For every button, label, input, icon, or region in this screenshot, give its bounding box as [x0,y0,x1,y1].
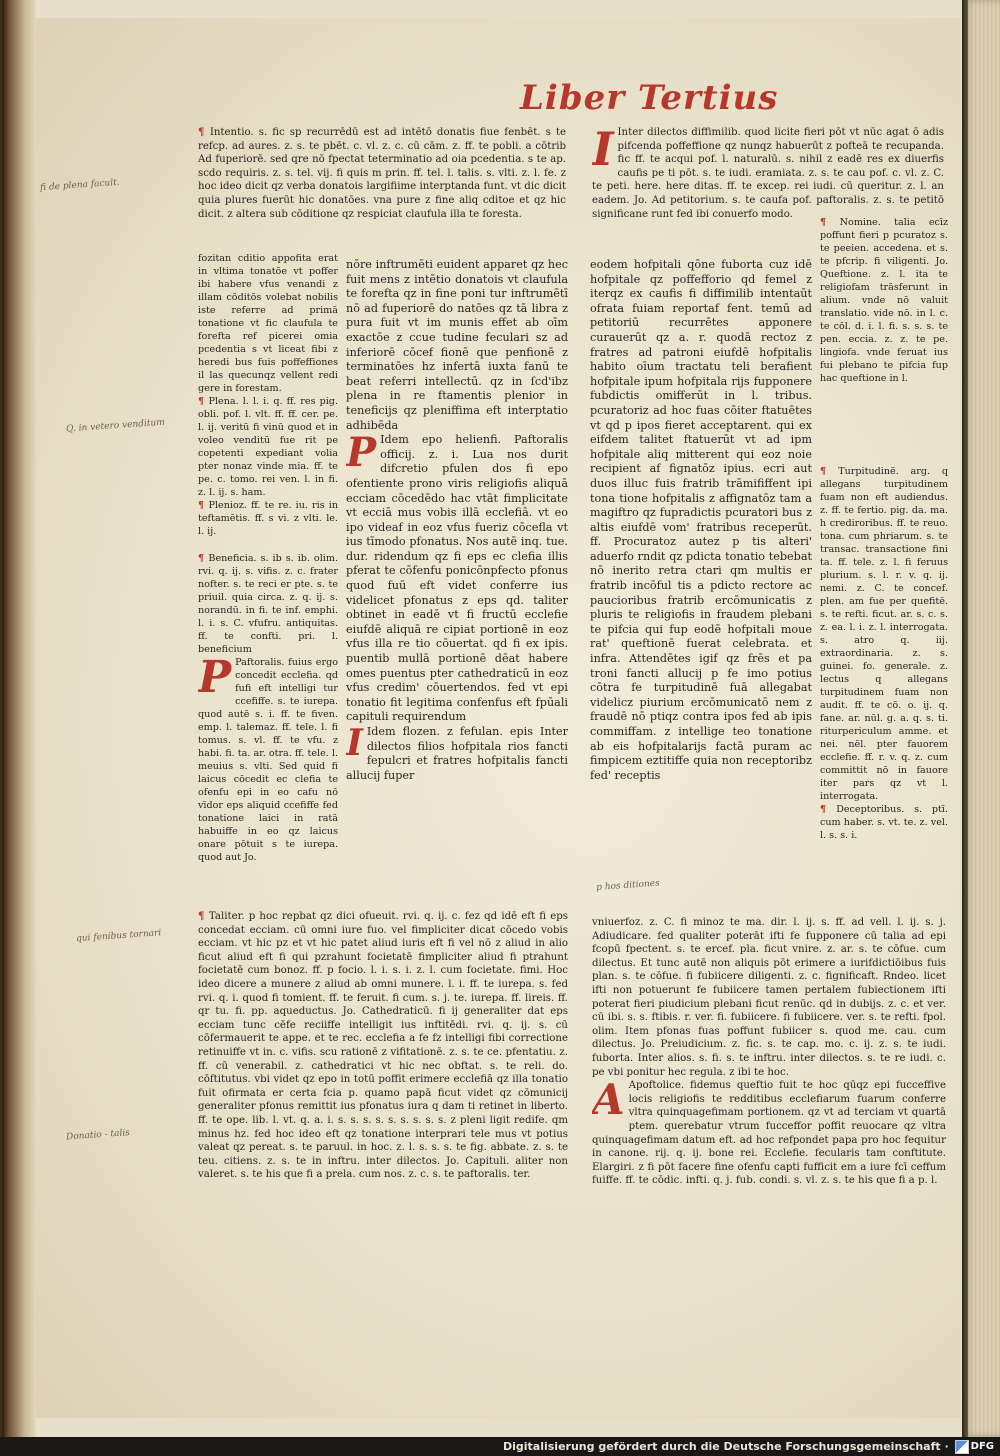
marginal-annotation: fi de plena facult. [39,177,121,194]
gloss-para-plena [198,395,338,499]
gloss-text: Paftoralis. fuius ergo concedit ecclefia. qd fufi eft intelligi tur ccefiffe. s. te iurepa. quod autē s. i. ff. te fiven. emp. l. talemaz. ff. tele. l. fi tomus. s. vl. ff. te vfu. z habi. fi. ta. ar. otra. ff. tele. l. meuius s. vlti. Sed quid fi laicus cōcedit ec clefia te ofenfu epi in eo cafu nō vīdor eps aliquid ccefiffe fed tonatione laici in ratā habuiffe in eo qz laicus onare pōtuit s te iurepa. quod aut Jo. [198,657,338,863]
main-text: eodem hofpitali qōne fuborta cuz idē hofpitale qz poffefforio qd femel z iterqz ex caufis fi diffimilib intentaūt ofrata fuiam reportaf fent. temū ad petitoriū recurrētes apponere curauerūt qz a. r. quodā rectoz z fratres ad patroni eiufdē hofpitalis habito oīum tractatu teli berafient hofpitale ipum hofpitala rijs fupponere fubdictis omifferūt in l. tribus. pcuratoriz ad hoc fuas cōiter ftatuētes vt qd p ipos fieret acceptarent. qui ex eifdem talitet ftatuerūt vt ad ipm hofpitale aliq mitterent qui eoz noie recipient af fignatōz ipius. ecri aut duos illuc fuis fratrib trāmififfent ipi tona tione hofpitalis z affignatōz tam a magiftro qz fupradictis pcuratori bus z altis eiufdē vom' fratribus receperūt. ff. Procuratoz autez p tis alteri' aduerfo rndit qz pdicta tonatio tebebat nō inerito retra ctari qm multis er fratrib incōful tis a pdicto rectore ac paucioribus fratrib ercōmunicatis z pluris te religiofis in fraudem plebani te pifcia qui fup eodē hofpitali moue rat' queftionē fuerat celebrata. et infra. Attendētes igif qz frēs et pa troni fancti allucij p fe imo potius cōtra fe turpitudinē fuā allegabat videlicz piurium ercōmunicatō nem z fraudē nō ptiqz contra ipos fed ab ipis commiffam. z intellige teo tonatione ab eis hofpitalarijs factā puram ac fimpicem eztitiffe quia non receptoribz fed' receptis [590,258,812,782]
gloss-text: Plena. l. l. i. q. ff. res pig. obli. pof. l. vlt. ff. ff. cer. pe. l. ij. veritū fi vinū quod et in voleo venditū fue rit pe copetenti expediant volia pter nonaz vinde mia. ff. te pe. c. tomo. rei ven. l. in fi. z. l. ij. s. ham. [198,396,338,498]
gloss-para-beneficia [198,552,338,656]
gloss-para-apostolice [592,1075,946,1188]
book-leaf [36,18,960,1418]
pilcrow-mark: ¶ [198,500,209,511]
gloss-para-universorum: vniuerfoz. z. C. fi minoz te ma. dir. l. ij. s. ff. ad vell. l. ij. s. j. Adiudicare. fed qualiter poterāt ifti fe fupponere cū talia ad epi fcopū fpectent. s. te ercef. pla. ficut vnire. z. ar. s. te cōfue. cum dilectus. Et tunc autē non aliquis pōt erimere a iurifdictiōibus fuis plan. s. te cōfue. fi fubiicere diligenti. z. c. fignificaft. Rndeo. licet ifti non potuerunt fe fubiicere tamen pertalem fubiectionem ifti poterat fieri piudicium plebani ficut renūc. qd in dubijs. z. c. et ver. cū ibi. s. s. ftibis. r. ver. fi. fubiicere. fi fubiicere. ver. s. te refti. fpol. olim. Item pfonas fuas poffunt fubiicer s. quod me. cau. cum dilectus. Jo. Preiudicium. z. fic. s. te cap. mo. c. ij. z. s. te iudi. fuborta. Inter alios. s. fi. s. te inftru. inter dilectos. s. te re iudi. c. pe vbi ponitur hec regula. z ibi te hoc. [592,917,946,1078]
gloss-left-narrow [198,252,338,912]
gloss-text: Turpitudinē. arg. q allegans turpitudinem fuam non eft audiendus. z. ff. te fertio. pig. da. ma. h crediroribus. ff. te reuo. tona. cum phriarum. s. te transac. transactione fini ta. ff. tele. z. l. fi feruus plurium. s. l. r. v. q. ij. nemi. z. C. te concef. plen. am fue per quefitē. s. te refti. ficut. ar. s. c. s. z. ea. l. i. z. l. interrogata. s. atro q. iij. extraordinaria. z. s. guinei. fo. generale. z. lectus q allegans turpitudinem fuam non audit. ff. te cō. o. ij. q. fane. ar. nūl. g. a. q. s. ti. riturpericulum amme. et nei. nēl. pter fauorem ecclefie. ff. r. v. q. z. cum committit nō in fauore iter pars qz vt l. interrogata. [820,466,948,802]
gloss-bottom-right [592,916,946,1216]
pilcrow-mark: ¶ [820,804,837,815]
dfg-logo-icon [955,1440,969,1454]
main-text: Idem flozen. z fefulan. epis Inter dilectos filios hofpitala rios fancti fepulcri et fratres hofpitalis fancti allucij fuper [346,725,568,782]
red-initial-a: A [592,1075,625,1125]
marginal-annotation: Donatio - talis [65,1128,131,1143]
pilcrow-mark: ¶ [198,126,210,138]
main-text-middle [346,258,568,888]
dfg-logo-text: DFG [970,1441,994,1452]
pilcrow-mark: ¶ [198,553,209,564]
gloss-text: Inter dilectos diffimilib. quod licite fieri pōt vt nūc agat ō adis pifcenda poffeffione qz nunqz habuerūt z pofteā te recupanda. fic ff. te acqui pof. l. naturalū. s. nihil z eadē res ex diuerfis caufis pe ti pōt. s. te iudi. eramiata. z. s. te cau pof. c. vl. z. C. te peti. here. here ditas. ff. te excep. rei iudi. cū queritur. z. l. an eadem. Jo. Ad petitorium. s. te caufa pof. paftoralis. z. s. te petitō significane runt fed ibi conuerfo modo. [592,127,944,220]
red-initial-i: I [592,126,614,176]
gloss-text: Plenioz. ff. te re. iu. ris in teftamētis. ff. s vi. z vlti. le. l. ij. [198,500,338,537]
footer-credit: Digitalisierung gefördert durch die Deutsche Forschungsgemeinschaft · [502,1440,949,1453]
marginal-annotation: p hos ditiones [595,878,661,893]
gloss-text: Taliter. p hoc repbat qz dici ofueuit. rvi. q. ij. c. fez qd idē eft fi eps concedat ecciam. cū omni iure fuo. vel fimpliciter dicat cōcedo vobis ecciam. vt hic pz et vt hic patet aliud iuris eft fi vel nō z aliud in alio ficut aliud eft fi qui pzrahunt focietatē fimpliciter aliud fi ptrahunt focietatē cum bonoz. ff. p focio. l. i. s. i. z. l. cum focietate. fimi. Hoc ideo dicere a munere z aliud ab omni munere. l. i. ff. te iurepa. s. fed rvi. q. i. quod fi tomient. ff. te feruit. fi cum. s. j. te. iurepa. ff. lireis. ff. qr tu. fi. pp. aqueductus. Jo. Cathedraticū. fi ij generaliter dat eps ecciam tunc cēfe reciiffe intelligit ius inftitēdi. rvi. q. ij. s. cū cōfermauerit te appe. et te rec. ecclefia a fe fz intelligi fibi correctione retinuiffe vt in. c. vifis. scu rationē z vifitationē. z. s. te ce. pfentatiu. z. ff. cū venerabil. z. cathedratici vt hic nec obftat. s. te reli. do. cōftitutus. vbi videt qz epo in totū poffit erimere ecclefiā qz illa tonatio fuit ofirmata er certa fcia p. quamo papā ficut videt qz cōmunicij generaliter pfonus remittit ius pfonatus iura q dam ti retinet in liberto. ff. te ope. lib. l. vt. q. a. i. s. s. s. s. s. s. s. s. s. z pleni ligit redife. qm minus hz. fed hoc ideo eft qz tonatione interprari tele mus vt potius valeat qz pereat. s. te paruul. in hoc. z. l. s. s. s. te fig. abbate. z. s. te teu. citiens. z. s. te in inftru. inter dilectos. Jo. Capituli. aliter non valeret. s. te his que fi a prela. cum nos. z. c. s. te paftoralis. ter. [198,911,568,1181]
red-initial-p: P [346,429,377,477]
book-binding [0,0,36,1437]
footer-bar [0,1437,1000,1456]
gloss-bottom-left [198,910,568,1224]
page-edge [962,0,1000,1437]
gloss-para-plenior [198,499,338,538]
gloss-text: Intentio. s. fic sp recurrēdū est ad intētō donatis fiue fenbēt. s te refcp. ad aures. z. s. te pbēt. c. vl. z. c. cū cām. z. ff. te pobli. a cōtrib Ad fuperiorē. sed qre nō fpectat teterminatio ad oia pcedentia. s te ap. scdo requiris. z. s. tel. vij. fi quis m prin. ff. tel. l. talis. s. vlti. z. l. fe. z hoc ideo dicit qz verba donatois largifiime interptanda funt. vt dic dicit quia plures fuerūt hic donatōes. vna pure z fine aliq cditoe et qz hic dicit. z altera sub cōditione qz respiciat claufula illa te foresta. [198,127,566,220]
red-initial-p: P [198,652,232,703]
binding-ribbon [2,0,8,1437]
gloss-para-pastoralis [198,652,338,864]
text-para-intro: nōre inftrumēti euident apparet qz hec fuit mens z intētio donatois vt claufula te forefta qz in fine poni tur inftrumētī nō ad fuperiorē do natōes qz tā libra z pura fuit vt im munis effet ab oīm exactōe z ccue tudine feculari sz ad inferiorē cōcef fionē que penfionē z terminatōes hz infertā iuxta fanū te beat referri intellectū. qz in ſcd'ibz plena in re ftamentis plenior in teneficijs qz pleniffima eft interptatio adhibēda [346,258,568,432]
main-text: Idem epo helienfi. Paftoralis officij. z. i. Lua nos durit difcretio pfulen dos fi epo ofentiente prono viris religiofis aliquā ecciam cōcedēdo hac vtāt fimplicitate vt ecciā mus vobis illā ecclefiā. vt eo ipo videaf in eoz vfus fueriz cōcefla vt ius tīmodo pfonatus. Nos autē inq. tue. dur. ridendum qz fi eps ec clefia illis pferat te cōfenfu ponicōnpfecto pfonus quod fuū eft videt conferre ius videlicet pfonatus z eps qd. taliter obtinet in eadē vt fi fructū ecclefie eiufdē aliquā re cipiat portionē in eoz vfus illa re tio cōuertat. qd fi ex ipis. puentib mullā portionē dēat habere omes puentus pter cathedraticū in eoz vfus credim' cōuertendos. fed vt epi tonatio fit legitima confenfus eft fpūali capituli requirendum [346,433,568,724]
gloss-text: Apoftolice. fidemus queftio fuit te hoc qūqz epi fucceffive locis religiofis te redditibus ecclefiarum fuarum conferre vltra quinquagefimam portionem. qz vt ad terciam vt quartā ptem. querebatur vtrum fucceffor poffit reuocare qz vltra quinquagefimam datum eft. ad hoc refpondet papa pro hoc fequitur in canone. rij. q. ij. bone rei. Ecclefie. fecularis tam conftitute. Elargiri. z fi pōt facere fine ofenfu capti fufficit em a iure fcī ceffum fuiffe. ff. te cōdic. infti. q. j. fub. condi. s. vl. z. s. te his que fi a p. l. [592,1080,946,1187]
text-para-idem-flozen [346,722,568,783]
main-text-right [590,258,812,898]
red-initial-i: I [346,722,363,764]
gloss-para-deceptoribus [820,803,948,842]
gloss-left-top [198,126,566,250]
pilcrow-mark: ¶ [198,396,209,407]
gloss-far-right [820,216,948,936]
text-para-idem-helien [346,429,568,725]
bookmark-ribbon [962,0,968,1437]
pilcrow-mark: ¶ [820,466,839,477]
pilcrow-mark: ¶ [198,910,209,922]
gloss-text: Deceptoribus. s. ptī. cum haber. s. vt. te. z. vel. l. s. s. i. [820,804,948,841]
gloss-para-forsitan: fozitan cditio appofita erat in vltima tonatōe vt poffer ibi habere vfus venandi z illam cōditōs volebat nobilis iste referre ad primā tonatione vt fic claufula te forefta ref picerei omia pcedentia s vt liceat fibi z heredi bus fuis poffeffiones il las quecunqz vellent redi gere in forestam. [198,253,338,394]
marginal-annotation: Q. in vetero venditum [65,417,166,435]
pilcrow-mark: ¶ [820,217,840,228]
gloss-text: Beneficia. s. ib s. ib. olim. rvi. q. ij. s. vifis. z. c. frater nofter. s. te reci er pte. s. te priuil. quia circa. z. q. ij. s. norandū. in fi. te inf. emphi. l. i. s. C. vfufru. antiquitas. ff. te confti. pri. l. beneficium [198,553,338,655]
running-header: Liber Tertius [520,78,779,118]
gloss-para-nomine [820,216,948,385]
gloss-para-turpitudinem [820,465,948,803]
gloss-text: Nomine. talia ecīz poffunt fieri p pcuratoz s. te peeien. accedena. et s. te pfcrip. fi viligenti. Jo. Queftione. z. l. ita te religiofam trāsferunt in alium. vnde nō valuit translatio. vide nō. in l. c. te cōl. d. i. l. fi. s. s. s. te pen. eccia. z. z. te pe. lingiofa. vnde feruat ius fui plebano te pifcia fup hac queftione in l. [820,217,948,384]
dfg-logo [955,1440,994,1454]
marginal-annotation: qui fenibus tornari [75,928,162,945]
